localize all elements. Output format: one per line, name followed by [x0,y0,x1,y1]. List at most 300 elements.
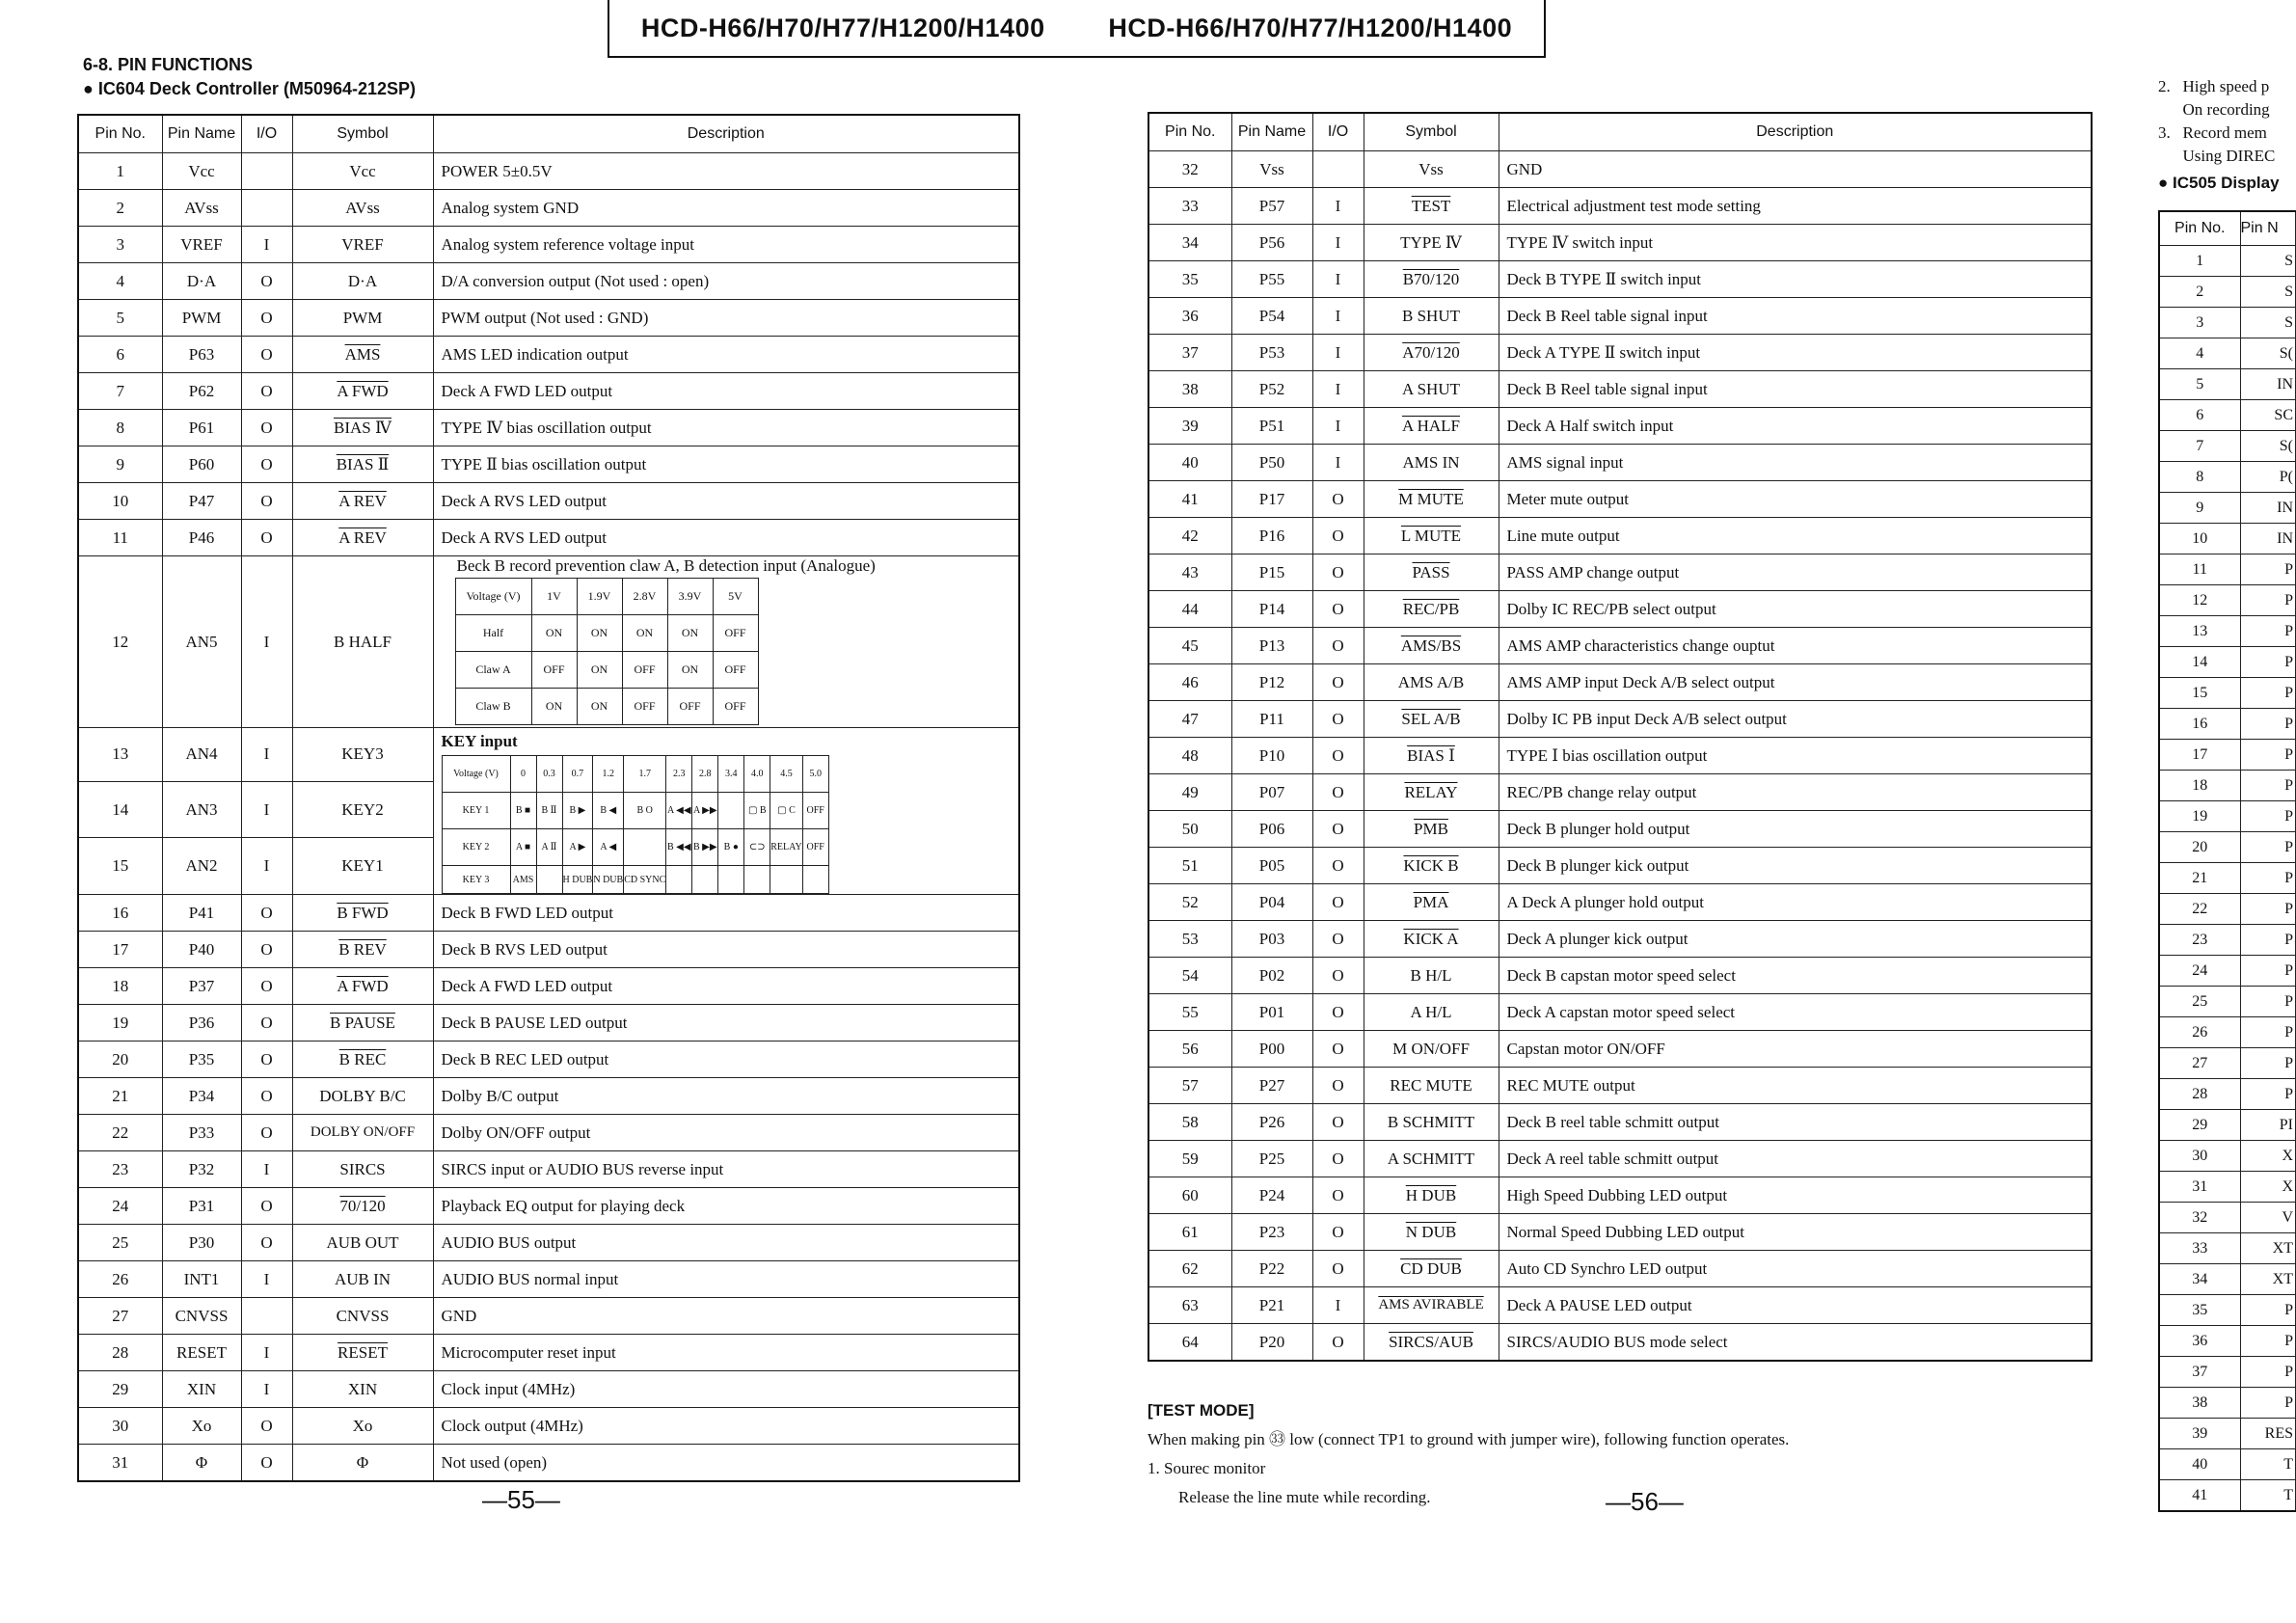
pin-name: PWM [162,300,241,337]
pin-description: Deck B REC LED output [433,1041,1019,1078]
table-row [1148,188,2092,225]
pin-symbol: KICK B [1364,848,1499,884]
header-title-left: HCD-H66/H70/H77/H1200/H1400 [640,13,1045,42]
pin-symbol: 70/120 [292,1188,433,1225]
table-row [2159,1480,2296,1512]
claw-table-cell: ON [577,615,622,652]
pin-name: P21 [1231,1287,1312,1324]
pin-no: 29 [2159,1110,2240,1141]
pin-io: I [241,781,292,838]
pin-name: P [2240,832,2296,863]
key-table-row [442,829,828,866]
pin-symbol: BIAS Ⅱ [292,446,433,483]
pin-description: GND [433,1298,1019,1335]
pin-no: 4 [78,263,162,300]
pin-name: P [2240,987,2296,1017]
key-table-cell: ⊂⊃ [744,829,770,866]
pin-description: POWER 5±0.5V [433,153,1019,190]
pin-name: P62 [162,373,241,410]
pin-io: O [1312,738,1364,774]
pin-description: Clock output (4MHz) [433,1408,1019,1445]
pin-no: 23 [2159,925,2240,956]
table-row [2159,801,2296,832]
table-row [2159,1017,2296,1048]
pin-symbol: SEL A/B [1364,701,1499,738]
pin-description: Capstan motor ON/OFF [1499,1031,2092,1068]
pin-io: O [1312,555,1364,591]
pin-description: TYPE Ⅳ switch input [1499,225,2092,261]
pin-description: Deck A RVS LED output [433,483,1019,520]
pin-symbol: B PAUSE [292,1005,433,1041]
pin-io: O [1312,884,1364,921]
table-row [2159,678,2296,709]
pin-symbol: $\overline{PMB}$ [1364,811,1499,848]
pin-name: P50 [1231,445,1312,481]
pin-no: 45 [1148,628,1231,664]
ic505-label: ● IC505 Display [2158,174,2280,192]
pin-io: O [241,1225,292,1261]
pin-no: 20 [78,1041,162,1078]
table-row [78,968,1019,1005]
pin-io: I [1312,335,1364,371]
ic505-table-fragment [2158,210,2296,1512]
pin-symbol: M ON/OFF [1364,1031,1499,1068]
pin-name: P37 [162,968,241,1005]
pin-no: 14 [78,781,162,838]
pin-name: P [2240,863,2296,894]
pin-io: I [1312,371,1364,408]
pin-no: 11 [78,520,162,556]
pin-io: I [241,1371,292,1408]
pin-name: D·A [162,263,241,300]
key-table-cell: AMS [510,866,536,894]
table-row [1148,921,2092,958]
pin-io: I [241,838,292,895]
table-row [2159,1110,2296,1141]
pin-no: 37 [1148,335,1231,371]
pin-no: 26 [2159,1017,2240,1048]
pin-name: P [2240,555,2296,585]
pin-no: 13 [78,728,162,782]
table-row [2159,585,2296,616]
pin-io: O [1312,1141,1364,1177]
pin-no: 34 [2159,1264,2240,1295]
fragment-line: 3. Record mem [2158,123,2267,142]
pin-table-right [1148,112,2093,1362]
pin-no: 31 [78,1445,162,1482]
pin-description [433,728,1019,895]
pin-symbol: A HALF [1364,408,1499,445]
key-table-cell: A ◀ [593,829,624,866]
pin-name: P55 [1231,261,1312,298]
pin-symbol: B FWD [292,895,433,932]
pin-no: 13 [2159,616,2240,647]
claw-table-row [455,615,758,652]
pin-description: Deck A TYPE Ⅱ switch input [1499,335,2092,371]
pin-symbol: KEY3 [292,728,433,782]
pin-no: 64 [1148,1324,1231,1362]
pin-name: P30 [162,1225,241,1261]
pin-no: 30 [2159,1141,2240,1172]
pin-name: P53 [1231,335,1312,371]
table-row [2159,1172,2296,1203]
pin-description: Deck B capstan motor speed select [1499,958,2092,994]
pin-io: O [1312,848,1364,884]
table-row [2159,771,2296,801]
pin-io: O [1312,1104,1364,1141]
key-table-cell: 0.7 [562,756,593,793]
pin-description: AUDIO BUS normal input [433,1261,1019,1298]
pin-name: P52 [1231,371,1312,408]
pin-io: O [1312,664,1364,701]
fragment-line: On recording [2158,100,2270,119]
pin-name: P04 [1231,884,1312,921]
pin-io: O [241,483,292,520]
pin-no: 39 [2159,1419,2240,1449]
pin-no: 30 [78,1408,162,1445]
pin-io: O [241,932,292,968]
pin-io: I [1312,1287,1364,1324]
pin-symbol: B H/L [1364,958,1499,994]
table-row [1148,591,2092,628]
pin-symbol: REC MUTE [1364,1068,1499,1104]
pin-name: P34 [162,1078,241,1115]
pin-description: Analog system reference voltage input [433,227,1019,263]
pin-name: P01 [1231,994,1312,1031]
table-row [2159,987,2296,1017]
pin-description: TYPE Ⅰ bias oscillation output [1499,738,2092,774]
pin-no: 40 [1148,445,1231,481]
claw-table-cell: OFF [667,689,713,725]
pin-no: 18 [78,968,162,1005]
pin-no: 39 [1148,408,1231,445]
page-header [608,0,1546,58]
claw-table-cell: 1.9V [577,579,622,615]
pin-no: 3 [2159,308,2240,338]
pin-io: O [241,1041,292,1078]
pin-description: PWM output (Not used : GND) [433,300,1019,337]
pin-name: Vss [1231,151,1312,188]
pin-name: Φ [162,1445,241,1482]
pin-no: 62 [1148,1251,1231,1287]
table-row [78,337,1019,373]
pin-name: T [2240,1449,2296,1480]
key-table-row [442,756,828,793]
pin-name: P15 [1231,555,1312,591]
pin-no: 10 [2159,524,2240,555]
pin-io [241,190,292,227]
pin-no: 47 [1148,701,1231,738]
table-row [78,1298,1019,1335]
pin-no: 8 [78,410,162,446]
pin-description: Deck B Reel table signal input [1499,371,2092,408]
pin-symbol: H DUB [1364,1177,1499,1214]
pin-no: 18 [2159,771,2240,801]
pin-description: AMS AMP input Deck A/B select output [1499,664,2092,701]
key-table-cell [718,866,744,894]
pin-no: 49 [1148,774,1231,811]
pin-no: 55 [1148,994,1231,1031]
pin-name: XIN [162,1371,241,1408]
pin-io: O [241,446,292,483]
pin-symbol: KICK A [1364,921,1499,958]
table-row [1148,555,2092,591]
pin-no: 36 [2159,1326,2240,1357]
claw-table-cell: OFF [713,615,758,652]
table-row [1148,518,2092,555]
pin-description: Dolby IC REC/PB select output [1499,591,2092,628]
pin-description: Deck A RVS LED output [433,520,1019,556]
table-row [2159,555,2296,585]
pin-name: AN3 [162,781,241,838]
pin-description: Deck A FWD LED output [433,968,1019,1005]
pin-name: X [2240,1141,2296,1172]
pin-io: O [241,373,292,410]
pin-no: 9 [78,446,162,483]
pin-name: P( [2240,462,2296,493]
pin-description: SIRCS/AUDIO BUS mode select [1499,1324,2092,1362]
pin-description: Analog system GND [433,190,1019,227]
pin-symbol: AUB IN [292,1261,433,1298]
table-row [1148,1068,2092,1104]
pin-description: D/A conversion output (Not used : open) [433,263,1019,300]
pin-symbol: AMS IN [1364,445,1499,481]
pin-name: AN2 [162,838,241,895]
pin-io [241,1298,292,1335]
key-table-cell: B ● [718,829,744,866]
pin-no: 27 [2159,1048,2240,1079]
pin-name: IN [2240,524,2296,555]
pin-no: 31 [2159,1172,2240,1203]
table-row [78,300,1019,337]
table-row [2159,1357,2296,1388]
pin-no: 33 [1148,188,1231,225]
key-table-cell [624,829,666,866]
pin-symbol: A REV [292,483,433,520]
pin-name: P [2240,585,2296,616]
pin-no: 7 [78,373,162,410]
pin-description: Deck A reel table schmitt output [1499,1141,2092,1177]
pin-name: P07 [1231,774,1312,811]
pin-name: P16 [1231,518,1312,555]
right-page-fragment [2158,75,2280,195]
pin-name: S [2240,308,2296,338]
pin-name: P05 [1231,848,1312,884]
pin-no: 23 [78,1151,162,1188]
key-input-title: KEY input [441,732,518,750]
pin-no: 43 [1148,555,1231,591]
pin-name: Vcc [162,153,241,190]
pin-name: AN4 [162,728,241,782]
pin-description: AMS AMP characteristics change ouptut [1499,628,2092,664]
pin-symbol: KEY2 [292,781,433,838]
table-row [2159,1079,2296,1110]
table-row [78,1005,1019,1041]
pin-symbol: PASS [1364,555,1499,591]
pin-symbol: $\overline{AMS}$ [292,337,433,373]
table-row [2159,647,2296,678]
pin-symbol: A REV [292,520,433,556]
pin-io: O [241,1445,292,1482]
pin-name: PI [2240,1110,2296,1141]
pin-table-left [77,114,1020,1482]
pin-description: AUDIO BUS output [433,1225,1019,1261]
pin-io: O [1312,774,1364,811]
table-row [78,1445,1019,1482]
pin-symbol: L MUTE [1364,518,1499,555]
pin-name: P12 [1231,664,1312,701]
test-mode-section [1148,1396,1789,1512]
pin-name: T [2240,1480,2296,1512]
claw-table-cell: 5V [713,579,758,615]
key-table-cell: B ◀◀ [666,829,692,866]
key-table-row [442,866,828,894]
pin-no: 11 [2159,555,2240,585]
col-pin-name: Pin Name [1231,113,1312,151]
table-row [1148,1214,2092,1251]
pin-no: 29 [78,1371,162,1408]
table-row [2159,1233,2296,1264]
pin-name: P41 [162,895,241,932]
table-row [78,153,1019,190]
pin-description: Playback EQ output for playing deck [433,1188,1019,1225]
pin-symbol: D·A [292,263,433,300]
claw-table-cell: OFF [622,689,667,725]
pin-symbol: A FWD [292,373,433,410]
pin-io: O [241,300,292,337]
claw-table-row [455,579,758,615]
key-table-cell: ▢ C [770,793,802,829]
pin-io: O [1312,1214,1364,1251]
pin-name: P57 [1231,188,1312,225]
pin-description: Deck B TYPE Ⅱ switch input [1499,261,2092,298]
key-table-cell: RELAY [770,829,802,866]
pin-io: O [1312,518,1364,555]
table-row [2159,400,2296,431]
pin-symbol: Vcc [292,153,433,190]
key-table-row [442,793,828,829]
key-table-cell [666,866,692,894]
pin-description: Normal Speed Dubbing LED output [1499,1214,2092,1251]
pin-io: I [241,1261,292,1298]
pin-io: I [241,556,292,728]
pin-name: IN [2240,369,2296,400]
table-row [1148,628,2092,664]
pin-symbol: A FWD [292,968,433,1005]
pin-name: P22 [1231,1251,1312,1287]
key-table-cell: 0 [510,756,536,793]
pin-name: V [2240,1203,2296,1233]
pin-io [241,153,292,190]
key-table-cell: 5.0 [802,756,828,793]
table-row [1148,1141,2092,1177]
pin-name: P [2240,956,2296,987]
pin-no: 36 [1148,298,1231,335]
claw-table-cell: OFF [622,652,667,689]
pin-io: O [1312,701,1364,738]
pin-description: Deck A FWD LED output [433,373,1019,410]
pin-description: Deck B plunger hold output [1499,811,2092,848]
pin-io: O [1312,1177,1364,1214]
pin-symbol: A SCHMITT [1364,1141,1499,1177]
section-heading: 6-8. PIN FUNCTIONS [83,55,254,74]
key-table-cell: 0.3 [536,756,562,793]
pin-description: Electrical adjustment test mode setting [1499,188,2092,225]
claw-table-cell: Voltage (V) [455,579,531,615]
claw-table-cell: Half [455,615,531,652]
pin-description: A Deck A plunger hold output [1499,884,2092,921]
pin-symbol: B70/120 [1364,261,1499,298]
pin-description: Dolby B/C output [433,1078,1019,1115]
pin-description: Not used (open) [433,1445,1019,1482]
pin-no: 32 [2159,1203,2240,1233]
pin-name: IN [2240,493,2296,524]
table-row [78,895,1019,932]
table-row [78,1188,1019,1225]
table-row [1148,481,2092,518]
pin-name: P [2240,1295,2296,1326]
table-row [1148,701,2092,738]
pin-name: P [2240,925,2296,956]
pin-no: 46 [1148,664,1231,701]
pin-no: 51 [1148,848,1231,884]
table-row [1148,1031,2092,1068]
pin-io: O [241,263,292,300]
col-pin-no: Pin No. [78,115,162,153]
pin-no: 59 [1148,1141,1231,1177]
table-row [78,227,1019,263]
key-table-cell: B O [624,793,666,829]
table-row [2159,493,2296,524]
pin-description: Dolby ON/OFF output [433,1115,1019,1151]
col-io: I/O [1312,113,1364,151]
pin-description: SIRCS input or AUDIO BUS reverse input [433,1151,1019,1188]
pin-description: Deck B RVS LED output [433,932,1019,968]
pin-name: P [2240,647,2296,678]
claw-table-cell: OFF [713,689,758,725]
col-description: Description [433,115,1019,153]
pin-name: RESET [162,1335,241,1371]
table-row [2159,740,2296,771]
pin-name: S [2240,246,2296,277]
test-mode-title: [TEST MODE] [1148,1401,1255,1420]
pin-no: 21 [2159,863,2240,894]
table-row [2159,956,2296,987]
pin-name: P [2240,1357,2296,1388]
table-row [78,1115,1019,1151]
col-pin-name: Pin Name [162,115,241,153]
pin-symbol: SIRCS/AUB [1364,1324,1499,1362]
pin-description: Auto CD Synchro LED output [1499,1251,2092,1287]
table-row [78,556,1019,728]
pin-name: P [2240,1048,2296,1079]
pin-name: P06 [1231,811,1312,848]
pin-symbol: BIAS Ⅰ [1364,738,1499,774]
pin-name: P40 [162,932,241,968]
pin-name: P14 [1231,591,1312,628]
table-row [2159,1419,2296,1449]
table-row [2159,308,2296,338]
table-row [2159,524,2296,555]
pin-name: P54 [1231,298,1312,335]
pin-symbol: $\overline{PMA}$ [1364,884,1499,921]
col-symbol: Symbol [1364,113,1499,151]
pin-symbol: Xo [292,1408,433,1445]
key-table-cell: A ◀◀ [666,793,692,829]
pin-description: Clock input (4MHz) [433,1371,1019,1408]
page-number-right: —56— [1606,1487,1684,1516]
key-table-cell: A ■ [510,829,536,866]
